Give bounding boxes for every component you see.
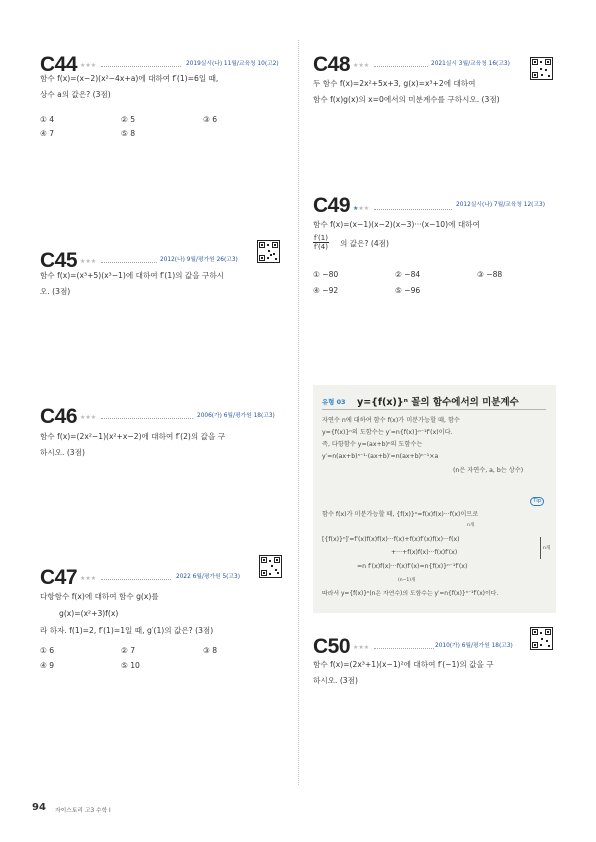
divider-line xyxy=(101,579,171,580)
qr-code-icon[interactable] xyxy=(257,240,280,263)
divider-line xyxy=(374,66,428,67)
concept-line: y={f(x)}ⁿ의 도함수는 y′=n{f(x)}ⁿ⁻¹f′(x)이다. xyxy=(322,429,453,436)
problem-number-c50: C50 xyxy=(313,635,351,658)
problem-source: 2019실시(나) 11월/교육청 10(고2) xyxy=(186,61,279,67)
book-title: 자이스토리 고3 수학 I xyxy=(55,808,111,814)
tip-underbrace-label: (n−1)개 xyxy=(398,578,416,583)
problem-text: 함수 f(x)=(x−1)(x−2)(x−3)···(x−10)에 대하여 xyxy=(313,220,480,229)
tip-line: 함수 f(x)가 미분가능할 때, {f(x)}ⁿ=f(x)f(x)···f(x)이므로 xyxy=(322,511,479,518)
fraction-denominator: f′(4) xyxy=(314,243,328,251)
tip-badge: Tip xyxy=(530,497,544,506)
divider-line xyxy=(101,418,193,419)
choice-1[interactable]: ① 6 xyxy=(40,646,55,655)
problem-number-c46: C46 xyxy=(40,405,78,428)
concept-line: (n은 자연수, a, b는 상수) xyxy=(453,467,524,474)
choice-5[interactable]: ⑤ −96 xyxy=(395,286,421,295)
problem-text: 의 값은? (4점) xyxy=(340,239,389,248)
tip-line: 따라서 y={f(x)}ⁿ(n은 자연수)의 도함수는 y′=n{f(x)}ⁿ⁻¹f′(x)이다. xyxy=(322,591,499,597)
problem-text: 상수 a의 값은? (3점) xyxy=(40,90,111,99)
problem-text: 함수 f(x)g(x)의 x=0에서의 미분계수를 구하시오. (3점) xyxy=(313,95,500,104)
problem-source: 2006(가) 6월/평가원 18(고3) xyxy=(197,413,275,419)
choice-4[interactable]: ④ −92 xyxy=(313,286,339,295)
choice-3[interactable]: ③ 6 xyxy=(203,115,218,124)
tip-line: +···+f(x)f(x)···f(x)f′(x) xyxy=(391,549,458,556)
fraction xyxy=(313,234,329,251)
tip-underbrace-label: n개 xyxy=(467,523,475,528)
tip-line: =n f′(x)f(x)···f(x)f′(x)=n{f(x)}ⁿ⁻¹f′(x) xyxy=(357,563,468,570)
concept-line: 즉, 다항함수 y=(ax+b)ⁿ의 도함수는 xyxy=(322,441,423,448)
difficulty-stars: ★★★ xyxy=(353,644,370,651)
page-number: 94 xyxy=(32,802,46,813)
problem-number-c48: C48 xyxy=(313,53,351,76)
concept-title: y={f(x)}ⁿ 꼴의 함수에서의 미분계수 xyxy=(357,397,519,408)
qr-code-icon[interactable] xyxy=(530,57,553,80)
fraction-numerator: f′(1) xyxy=(314,234,328,242)
choice-3[interactable]: ③ −88 xyxy=(477,270,503,279)
divider-line xyxy=(374,648,434,649)
column-divider xyxy=(298,40,299,785)
choice-2[interactable]: ② −84 xyxy=(395,270,421,279)
divider-line xyxy=(101,262,157,263)
problem-text: 다항함수 f(x)에 대하여 함수 g(x)를 xyxy=(40,592,159,601)
side-brace xyxy=(538,537,541,559)
difficulty-stars: ★★★ xyxy=(353,205,370,212)
difficulty-stars: ★★★ xyxy=(80,62,97,69)
problem-text: g(x)=(x²+3)f(x) xyxy=(59,609,119,618)
problem-text: 하시오. (3점) xyxy=(40,448,85,457)
problem-source: 2012실시(나) 7월/교육청 12(고3) xyxy=(456,202,545,208)
concept-line: 자연수 n에 대하여 함수 f(x)가 미분가능할 때, 함수 xyxy=(322,417,460,424)
difficulty-stars: ★★★ xyxy=(80,258,97,265)
concept-title-rule xyxy=(322,409,546,410)
problem-text: 함수 f(x)=(2x³+1)(x−1)²에 대하여 f′(−1)의 값을 구 xyxy=(313,660,494,669)
qr-code-icon[interactable] xyxy=(530,627,553,650)
divider-line xyxy=(374,209,452,210)
concept-tag: 유형 03 xyxy=(322,398,346,406)
choice-5[interactable]: ⑤ 8 xyxy=(121,129,136,138)
problem-text: 함수 f(x)=(x−2)(x²−4x+a)에 대하여 f′(1)=6일 때, xyxy=(40,74,219,83)
choice-3[interactable]: ③ 8 xyxy=(203,646,218,655)
choice-2[interactable]: ② 5 xyxy=(121,115,136,124)
concept-line: y′=n(ax+b)ⁿ⁻¹·(ax+b)′=n(ax+b)ⁿ⁻¹×a xyxy=(322,453,439,460)
choice-1[interactable]: ① −80 xyxy=(313,270,339,279)
problem-text: 함수 f(x)=(2x²−1)(x²+x−2)에 대하여 f′(2)의 값을 구 xyxy=(40,432,226,441)
difficulty-stars: ★★★ xyxy=(80,414,97,421)
problem-number-c49: C49 xyxy=(313,194,351,217)
choice-4[interactable]: ④ 9 xyxy=(40,661,55,670)
problem-source: 2010(가) 6월/평가원 18(고3) xyxy=(435,643,513,649)
problem-text: 하시오. (3점) xyxy=(313,676,358,685)
choice-2[interactable]: ② 7 xyxy=(121,646,136,655)
choice-4[interactable]: ④ 7 xyxy=(40,129,55,138)
problem-text: 오. (3점) xyxy=(40,287,71,296)
problem-source: 2021실시 3월/교육청 16(고3) xyxy=(431,61,510,67)
tip-line: [{f(x)}ⁿ]′=f′(x)f(x)f(x)···f(x)+f(x)f′(x)f(x)···f(x) xyxy=(322,536,460,543)
problem-source: 2012(나) 9월/평가원 26(고3) xyxy=(160,257,238,263)
problem-source: 2022 6월/평가원 5(고3) xyxy=(176,574,240,580)
qr-code-icon[interactable] xyxy=(259,555,282,578)
choice-5[interactable]: ⑤ 10 xyxy=(121,661,140,670)
difficulty-stars: ★★★ xyxy=(353,62,370,69)
divider-line xyxy=(101,66,181,67)
choice-1[interactable]: ① 4 xyxy=(40,115,55,124)
problem-number-c47: C47 xyxy=(40,566,78,589)
problem-text: 함수 f(x)=(x³+5)(x³−1)에 대하여 f′(1)의 값을 구하시 xyxy=(40,271,225,280)
problem-number-c45: C45 xyxy=(40,249,78,272)
difficulty-stars: ★★★ xyxy=(80,575,97,582)
problem-text: 두 함수 f(x)=2x²+5x+3, g(x)=x³+2에 대하여 xyxy=(313,79,476,88)
side-brace-label: n개 xyxy=(543,546,551,551)
problem-number-c44: C44 xyxy=(40,53,78,76)
problem-text: 라 하자. f(1)=2, f′(1)=1일 때, g′(1)의 값은? (3점) xyxy=(40,626,214,635)
